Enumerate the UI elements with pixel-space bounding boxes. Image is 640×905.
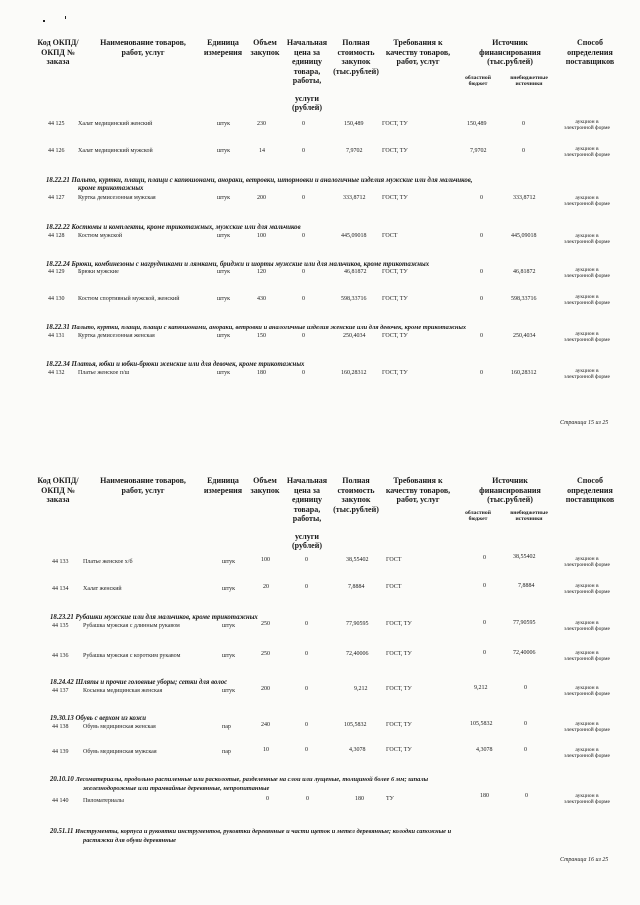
row-qty: 250 <box>261 651 270 657</box>
row-name: Косынка медицинская женская <box>83 688 163 694</box>
row-number: 44 132 <box>48 370 65 376</box>
row-req: ГОСТ <box>382 233 398 239</box>
row-req: ГОСТ, ТУ <box>382 195 408 201</box>
header-name-text: Наименование товаров, работ, услуг <box>100 38 186 57</box>
row-price: 0 <box>306 796 309 802</box>
row-qty: 230 <box>257 121 266 127</box>
row-extra: 0 <box>525 793 528 799</box>
row-number: 44 140 <box>52 798 69 804</box>
header-name <box>90 476 196 495</box>
row-method: аукцион в электронной форме <box>564 331 610 344</box>
row-name: Куртка демисезонная мужская <box>78 195 156 201</box>
header-unit <box>200 38 246 57</box>
row-price: 0 <box>302 296 305 302</box>
header-total <box>332 476 380 514</box>
row-name: Халат медицинский мужской <box>78 148 153 154</box>
group-heading <box>46 224 301 232</box>
header-price-sub: услуги (рублей) <box>291 93 322 112</box>
header-req <box>380 38 456 67</box>
header-req-text: Требования к качеству товаров, работ, услуг <box>385 476 451 504</box>
header-method-text: Способ определения поставщиков <box>565 38 615 66</box>
row-unit: штук <box>222 586 236 592</box>
row-total: 445,09018 <box>341 233 367 239</box>
row-price: 0 <box>305 686 308 692</box>
row-method: аукцион в электронной форме <box>564 583 610 596</box>
row-unit: штук <box>217 121 231 127</box>
header-method <box>560 38 620 67</box>
row-regional: 0 <box>480 269 483 275</box>
header-total-text: Полная стоимость закупок (тыс.рублей) <box>333 476 379 514</box>
row-number: 44 139 <box>52 749 69 755</box>
row-name: Платье женское п/ш <box>78 370 130 376</box>
row-regional: 4,3078 <box>476 747 493 753</box>
header-src-regional: областной бюджет <box>465 75 491 88</box>
row-method: аукцион в электронной форме <box>564 620 610 633</box>
row-unit: штук <box>222 653 236 659</box>
header-price-text: Начальная цена за единицу товара, работы, <box>286 38 328 85</box>
row-req: ТУ <box>386 796 394 802</box>
row-req: ГОСТ, ТУ <box>382 333 408 339</box>
row-total: 72,40006 <box>346 651 369 657</box>
row-price: 0 <box>302 121 305 127</box>
row-regional: 7,9702 <box>470 148 487 154</box>
row-qty: 0 <box>266 796 269 802</box>
header-unit-text: Единица измерения <box>203 38 243 57</box>
row-total: 38,55402 <box>346 557 369 563</box>
row-name: Рубашка мужская с длинным рукавом <box>83 623 180 629</box>
header-unit-text: Единица измерения <box>203 476 243 495</box>
group-text: Пальто, куртки, плащи, плащи с капюшонами, анораки, ветровки и аналогичные изделия женские или для девочек, кроме трикотажных <box>71 324 467 331</box>
row-regional: 0 <box>480 195 483 201</box>
row-qty: 120 <box>257 269 266 275</box>
group-heading <box>50 715 146 723</box>
row-price: 0 <box>302 370 305 376</box>
header-name-text: Наименование товаров, работ, услуг <box>100 476 186 495</box>
row-extra: 7,8884 <box>518 583 535 589</box>
row-regional: 0 <box>480 333 483 339</box>
row-number: 44 138 <box>52 724 69 730</box>
group-heading <box>46 261 429 269</box>
row-req: ГОСТ, ТУ <box>386 651 412 657</box>
header-src <box>462 476 558 505</box>
row-method: аукцион в электронной форме <box>564 233 610 246</box>
row-method: аукцион в электронной форме <box>564 747 610 760</box>
row-qty: 14 <box>259 148 265 154</box>
row-total: 7,9702 <box>346 148 363 154</box>
group-heading <box>46 361 304 369</box>
header-src-extra: внебюджетные источники <box>510 510 548 523</box>
group-code: 18.22.31 <box>46 324 70 331</box>
row-qty: 200 <box>257 195 266 201</box>
row-extra: 0 <box>524 721 527 727</box>
row-qty: 250 <box>261 621 270 627</box>
row-name: Платье женское х/б <box>83 559 133 565</box>
header-price-sub: услуги (рублей) <box>291 531 322 550</box>
row-price: 0 <box>302 195 305 201</box>
row-regional: 0 <box>483 650 486 656</box>
row-method: аукцион в электронной форме <box>564 721 610 734</box>
row-total: 4,3078 <box>349 747 366 753</box>
header-price <box>284 476 330 551</box>
row-name: Халат женский <box>83 586 122 592</box>
row-qty: 180 <box>257 370 266 376</box>
row-total: 9,212 <box>354 686 368 692</box>
group-text-cont: кроме трикотажных <box>78 185 144 192</box>
row-number: 44 129 <box>48 269 65 275</box>
group-text: Рубашки мужские или для мальчиков, кроме трикотажных <box>75 614 258 621</box>
row-method: аукцион в электронной форме <box>564 294 610 307</box>
row-price: 0 <box>302 148 305 154</box>
row-extra: 46,81872 <box>513 269 536 275</box>
row-regional: 150,489 <box>467 121 487 127</box>
row-unit: штук <box>217 195 231 201</box>
row-number: 44 137 <box>52 688 69 694</box>
group-code: 20.10.10 <box>50 776 74 783</box>
group-text: Лесоматериалы, продольно распиленные или расколотые, разделенные на слои или лущеные, толщиной более 6 мм; шпалы <box>75 776 429 783</box>
row-method: аукцион в электронной форме <box>564 368 610 381</box>
group-code: 18.22.21 <box>46 177 70 184</box>
row-total: 598,33716 <box>341 296 367 302</box>
row-name: Халат медицинский женский <box>78 121 153 127</box>
group-text: Брюки, комбинезоны с нагрудниками и лямками, бриджи и шорты мужские или для мальчиков, кроме трикотажных <box>71 261 430 268</box>
row-unit: пар <box>222 724 231 730</box>
row-price: 0 <box>305 584 308 590</box>
row-method: аукцион в электронной форме <box>564 556 610 569</box>
row-regional: 0 <box>483 583 486 589</box>
row-price: 0 <box>302 233 305 239</box>
row-extra: 598,33716 <box>511 296 537 302</box>
group-text: Обувь с верхом из кожи <box>75 715 147 722</box>
header-method-text: Способ определения поставщиков <box>565 476 615 504</box>
row-price: 0 <box>305 747 308 753</box>
row-total: 180 <box>355 796 364 802</box>
row-name: Костюм мужской <box>78 233 123 239</box>
row-price: 0 <box>302 269 305 275</box>
header-total-text: Полная стоимость закупок (тыс.рублей) <box>333 38 379 76</box>
row-total: 150,489 <box>344 121 364 127</box>
group-code: 19.30.13 <box>50 715 74 722</box>
row-method: аукцион в электронной форме <box>564 195 610 208</box>
header-req <box>380 476 456 505</box>
row-price: 0 <box>305 651 308 657</box>
row-total: 46,81872 <box>344 269 367 275</box>
row-unit: штук <box>217 296 231 302</box>
row-regional: 0 <box>483 555 486 561</box>
group-code: 18.22.22 <box>46 224 70 231</box>
row-qty: 240 <box>261 722 270 728</box>
row-extra: 0 <box>524 685 527 691</box>
row-req: ГОСТ, ТУ <box>382 296 408 302</box>
row-req: ГОСТ, ТУ <box>386 722 412 728</box>
row-total: 7,8884 <box>348 584 365 590</box>
group-text: Костюмы и комплекты, кроме трикотажных, мужские или для мальчиков <box>71 224 301 231</box>
row-unit: штук <box>222 559 236 565</box>
row-qty: 430 <box>257 296 266 302</box>
row-unit: штук <box>222 688 236 694</box>
header-volume-text: Объем закупок <box>250 38 280 57</box>
row-qty: 100 <box>257 233 266 239</box>
row-method: аукцион в электронной форме <box>564 119 610 132</box>
group-code: 18.22.24 <box>46 261 70 268</box>
row-req: ГОСТ <box>386 557 402 563</box>
row-name: Рубашка мужская с коротким рукавом <box>83 653 181 659</box>
row-unit: штук <box>217 269 231 275</box>
row-number: 44 130 <box>48 296 65 302</box>
row-price: 0 <box>305 557 308 563</box>
row-total: 160,28312 <box>341 370 367 376</box>
header-src <box>462 38 558 67</box>
header-method <box>560 476 620 505</box>
row-name: Куртка демисезонная женская <box>78 333 155 339</box>
row-extra: 333,8712 <box>513 195 536 201</box>
document-page-15 <box>0 0 640 452</box>
row-unit: штук <box>217 233 231 239</box>
row-total: 77,90595 <box>346 621 369 627</box>
header-volume-text: Объем закупок <box>250 476 280 495</box>
group-text: Пальто, куртки, плащи, плащи с капюшонами, анораки, ветровки, штормовки и аналогичные изделия мужские или для мальчиков, <box>71 177 473 184</box>
row-extra: 445,09018 <box>511 233 537 239</box>
row-regional: 180 <box>480 793 489 799</box>
row-name: Обувь медицинская женская <box>83 724 156 730</box>
row-req: ГОСТ <box>386 584 402 590</box>
row-regional: 0 <box>480 370 483 376</box>
header-code-text: Код ОКПД/ ОКПД № заказа <box>37 38 79 66</box>
row-unit: штук <box>217 370 231 376</box>
row-number: 44 125 <box>48 121 65 127</box>
row-price: 0 <box>305 722 308 728</box>
row-regional: 0 <box>483 620 486 626</box>
row-extra: 0 <box>524 747 527 753</box>
row-number: 44 128 <box>48 233 65 239</box>
group-heading <box>46 324 466 332</box>
group-text: Шляпы и прочие головные уборы; сетки для волос <box>75 679 228 686</box>
header-src-text: Источник финансирования (тыс.рублей) <box>479 476 541 504</box>
group-heading <box>46 177 473 185</box>
row-total: 105,5832 <box>344 722 367 728</box>
row-extra: 77,90595 <box>513 620 536 626</box>
row-extra: 0 <box>522 148 525 154</box>
row-number: 44 134 <box>52 586 69 592</box>
row-extra: 250,4034 <box>513 333 536 339</box>
header-req-text: Требования к качеству товаров, работ, услуг <box>385 38 451 66</box>
header-total <box>332 38 380 76</box>
row-number: 44 133 <box>52 559 69 565</box>
row-req: ГОСТ, ТУ <box>382 121 408 127</box>
row-method: аукцион в электронной форме <box>564 793 610 806</box>
row-req: ГОСТ, ТУ <box>382 370 408 376</box>
header-code-text: Код ОКПД/ ОКПД № заказа <box>37 476 79 504</box>
row-req: ГОСТ, ТУ <box>386 747 412 753</box>
document-page-16 <box>0 452 640 905</box>
row-name: Костюм спортивный мужской, женский <box>78 296 180 302</box>
group-text: Платья, юбки и юбки-брюки женские или для девочек, кроме трикотажных <box>71 361 305 368</box>
header-name <box>90 38 196 57</box>
row-name: Брюки мужские <box>78 269 119 275</box>
row-price: 0 <box>305 621 308 627</box>
row-total: 333,8712 <box>343 195 366 201</box>
header-price-text: Начальная цена за единицу товара, работы, <box>286 476 328 523</box>
row-total: 250,4034 <box>343 333 366 339</box>
row-method: аукцион в электронной форме <box>564 267 610 280</box>
row-extra: 0 <box>522 121 525 127</box>
row-number: 44 135 <box>52 623 69 629</box>
header-price <box>284 38 330 113</box>
row-number: 44 131 <box>48 333 65 339</box>
page-number: Страница 15 из 25 <box>560 420 609 426</box>
row-method: аукцион в электронной форме <box>564 146 610 159</box>
header-src-extra: внебюджетные источники <box>510 75 548 88</box>
group-code: 18.24.42 <box>50 679 74 686</box>
row-unit: штук <box>217 333 231 339</box>
header-volume <box>248 38 282 57</box>
row-unit: штук <box>217 148 231 154</box>
row-regional: 0 <box>480 296 483 302</box>
row-req: ГОСТ, ТУ <box>382 269 408 275</box>
row-number: 44 127 <box>48 195 65 201</box>
header-code <box>30 476 86 505</box>
group-heading <box>50 828 451 836</box>
group-code: 18.22.34 <box>46 361 70 368</box>
row-extra: 72,40006 <box>513 650 536 656</box>
row-qty: 200 <box>261 686 270 692</box>
row-qty: 20 <box>263 584 269 590</box>
row-qty: 100 <box>261 557 270 563</box>
header-volume <box>248 476 282 495</box>
header-src-regional: областной бюджет <box>465 510 491 523</box>
group-text-cont: железнодорожные или трамвайные деревянные, непропитанные <box>83 785 270 792</box>
group-heading <box>50 776 428 784</box>
row-number: 44 126 <box>48 148 65 154</box>
row-name: Пиломатериалы <box>83 798 124 804</box>
row-qty: 10 <box>263 747 269 753</box>
group-code: 20.51.11 <box>50 828 74 835</box>
row-regional: 105,5832 <box>470 721 493 727</box>
row-number: 44 136 <box>52 653 69 659</box>
row-extra: 38,55402 <box>513 554 536 560</box>
row-price: 0 <box>302 333 305 339</box>
page-number: Страница 16 из 25 <box>560 857 609 863</box>
row-req: ГОСТ, ТУ <box>382 148 408 154</box>
group-text-cont: растяжки для обуви деревянные <box>83 837 176 844</box>
row-method: аукцион в электронной форме <box>564 650 610 663</box>
row-name: Обувь медицинская мужская <box>83 749 157 755</box>
row-req: ГОСТ, ТУ <box>386 621 412 627</box>
row-method: аукцион в электронной форме <box>564 685 610 698</box>
row-regional: 9,212 <box>474 685 488 691</box>
group-heading <box>50 614 258 622</box>
header-unit <box>200 476 246 495</box>
group-heading <box>50 679 227 687</box>
row-req: ГОСТ, ТУ <box>386 686 412 692</box>
header-src-text: Источник финансирования (тыс.рублей) <box>479 38 541 66</box>
group-text: Инструменты, корпуса и рукоятки инструментов, рукоятки деревянные и части щеток и метел деревянные; колодки сапожные и <box>75 828 452 835</box>
row-unit: штук <box>222 623 236 629</box>
row-qty: 150 <box>257 333 266 339</box>
row-regional: 0 <box>480 233 483 239</box>
group-code: 18.23.21 <box>50 614 74 621</box>
row-extra: 160,28312 <box>511 370 537 376</box>
row-unit: пар <box>222 749 231 755</box>
header-code <box>30 38 86 67</box>
